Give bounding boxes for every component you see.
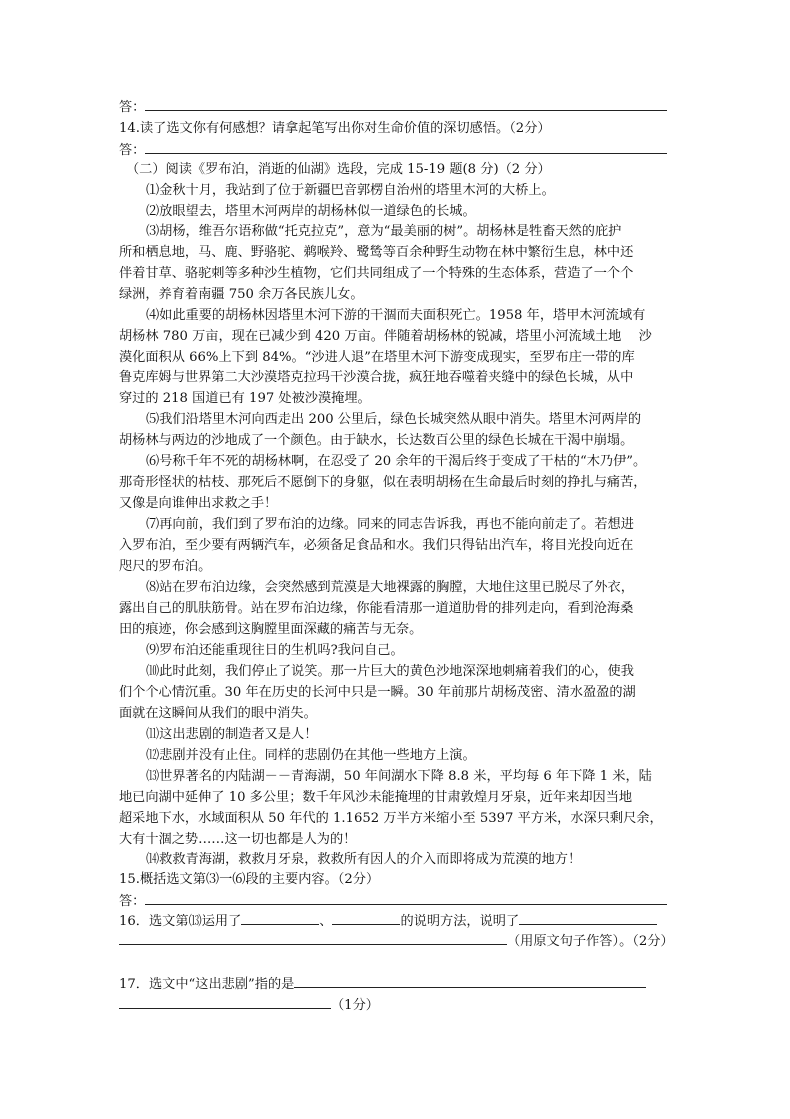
paragraph-3-line-3: 伴着甘草、骆驼刺等多种沙生植物，它们共同组成了一个特殊的生态体系，营造了一个个: [119, 266, 634, 281]
paragraph-3-line-1: ⑶胡杨，维吾尔语称做“托克拉克”，意为“最美丽的树”。胡杨林是牲畜天然的庇护: [146, 224, 622, 239]
paragraph-13-line-3: 超采地下水，水域面积从 50 年代的 1.1652 万半方米缩小至 5397 平方米，水深只剩尺余，: [119, 811, 663, 826]
paragraph-5-line-1: ⑸我们沿塔里木河向西走出 200 公里后，绿色长城突然从眼中消失。塔里木河两岸的: [146, 412, 642, 427]
paragraph-8-line-3: 田的痕迹，你会感到这胸膛里面深藏的痛苦与无奈。: [119, 622, 423, 637]
answer-line-15: [119, 890, 667, 912]
question-16-part-b: 的说明方法，说明了: [400, 914, 520, 929]
answer-label: 答：: [119, 143, 146, 158]
paragraph-1: ⑴金秋十月，我站到了位于新疆巴音郭楞自治州的塔里木河的大桥上。: [146, 183, 555, 198]
answer-label: 答：: [119, 100, 146, 115]
answer-line-14: [119, 139, 667, 161]
question-17-label: 17．选文中“这出悲剧”指的是: [119, 977, 295, 992]
paragraph-13-line-2: 地已向湖中延伸了 10 多公里；数千年风沙未能掩埋的甘肃敦煌月牙泉，近年来却因当地: [119, 790, 633, 805]
paragraph-11: ⑾这出悲剧的制造者又是人！: [146, 727, 318, 742]
paragraph-6-line-2: 那奇形怪状的枯枝、那死后不愿倒下的身躯，似在表明胡杨在生命最后时刻的挣扎与痛苦，: [119, 475, 647, 490]
paragraph-4-line-1: ⑷如此重要的胡杨林因塔里木河下游的干涸而夫面积死亡。1958 年，塔甲木河流域有: [146, 308, 646, 323]
question-17: [119, 973, 646, 995]
question-17-score: （1分）: [331, 998, 379, 1013]
explanation-blank[interactable]: [519, 910, 657, 925]
answer-blank[interactable]: [145, 139, 667, 154]
paragraph-3-line-4: 绿洲，养育着南疆 750 余万各民族儿女。: [119, 287, 364, 302]
paragraph-4-line-5: 穿过的 218 国道已有 197 处被沙漠掩埋。: [119, 391, 371, 406]
paragraph-10-line-1: ⑽此时此刻，我们停止了说笑。那一片巨大的黄色沙地深深地刺痛着我们的心，使我: [146, 664, 634, 679]
paragraph-9: ⑼罗布泊还能重现往日的生机吗?我问自己。: [146, 643, 404, 658]
question-16-tail: （用原文句子作答）。（2分）: [507, 934, 674, 949]
explanation-blank-2[interactable]: [119, 930, 507, 945]
answer-blank-17b[interactable]: [119, 994, 331, 1009]
paragraph-13-line-1: ⒀世界著名的内陆湖－－青海湖，50 年间湖水下降 8.8 米，平均每 6 年下降 1 米，陆: [146, 769, 652, 784]
question-16-continuation: [119, 930, 674, 952]
question-16-part-a: 16．选文第⒀运用了: [119, 914, 242, 929]
question-17-continuation: [119, 994, 379, 1016]
question-16: [119, 910, 657, 932]
paragraph-10-line-3: 面就在这瞬间从我们的眼中消失。: [119, 706, 317, 721]
answer-line-13: [119, 96, 667, 118]
method-blank-1[interactable]: [241, 910, 319, 925]
paragraph-10-line-2: 们个个心情沉重。30 年在历史的长河中只是一瞬。30 年前那片胡杨茂密、清水盈盈的湖: [119, 685, 636, 700]
question-15: 15.概括选文第⑶一⑹段的主要内容。（2分）: [119, 872, 380, 887]
paragraph-4-line-3: 漠化面积从 66%上下到 84%。“沙进人退”在塔里木河下游变成现实，至罗布庄一带的库: [119, 350, 635, 365]
answer-blank[interactable]: [145, 890, 667, 905]
answer-label: 答：: [119, 894, 146, 909]
answer-blank-17[interactable]: [294, 973, 646, 988]
paragraph-7-line-3: 咫尺的罗布泊。: [119, 559, 212, 574]
paragraph-8-line-2: 露出自己的肌肤筋骨。站在罗布泊边缘，你能看清那一道道肋骨的排列走向，看到沧海桑: [119, 601, 634, 616]
paragraph-14: ⒁救救青海湖，救救月牙泉，救救所有因人的介入而即将成为荒漠的地方！: [146, 852, 582, 867]
paragraph-13-line-4: 大有十涸之势……这一切也都是人为的！: [119, 832, 357, 847]
answer-blank[interactable]: [145, 96, 667, 111]
paragraph-6-line-3: 又像是向谁伸出求救之手！: [119, 496, 278, 511]
question-14: 14.读了选文你有何感想？请拿起笔写出你对生命价值的深切感悟。（2分）: [119, 121, 551, 136]
paragraph-3-line-2: 所和栖息地，马、鹿、野骆驼、鹈喉羚、鹭鸶等百余种野生动物在林中繁衍生息，林中还: [119, 245, 634, 260]
question-16-separator: 、: [319, 914, 333, 929]
section-heading: （二）阅读《罗布泊，消逝的仙湖》选段，完成 15-19 题(8 分)（2 分）: [126, 162, 551, 177]
paragraph-6-line-1: ⑹号称千年不死的胡杨林啊，在忍受了 20 余年的干渴后终于变成了干枯的“木乃伊”。: [146, 454, 647, 469]
paragraph-5-line-2: 胡杨林与两边的沙地成了一个颜色。由于缺水，长达数百公里的绿色长城在干渴中崩塌。: [119, 433, 634, 448]
paragraph-2: ⑵放眼望去，塔里木河两岸的胡杨林似一道绿色的长城。: [146, 204, 476, 219]
paragraph-12: ⑿悲剧并没有止住。同样的悲剧仍在其他一些地方上演。: [146, 748, 476, 763]
paragraph-7-line-2: 入罗布泊，至少要有两辆汽车，必须备足食品和水。我们只得钻出汽车，将目光投向近在: [119, 538, 634, 553]
paragraph-7-line-1: ⑺再向前，我们到了罗布泊的边缘。同来的同志告诉我，再也不能向前走了。若想进: [146, 517, 634, 532]
paragraph-4-line-4: 鲁克库姆与世界第二大沙漠塔克拉玛干沙漠合拢，疯狂地吞噬着夹缝中的绿色长城，从中: [119, 370, 634, 385]
paragraph-4-line-2: 胡杨林 780 万亩，现在已减少到 420 万亩。伴随着胡杨林的锐减，塔里小河流域土地 沙: [119, 329, 652, 344]
paragraph-8-line-1: ⑻站在罗布泊边缘，会突然感到荒漠是大地裸露的胸膛，大地住这里已脱尽了外衣，: [146, 580, 634, 595]
method-blank-2[interactable]: [332, 910, 400, 925]
